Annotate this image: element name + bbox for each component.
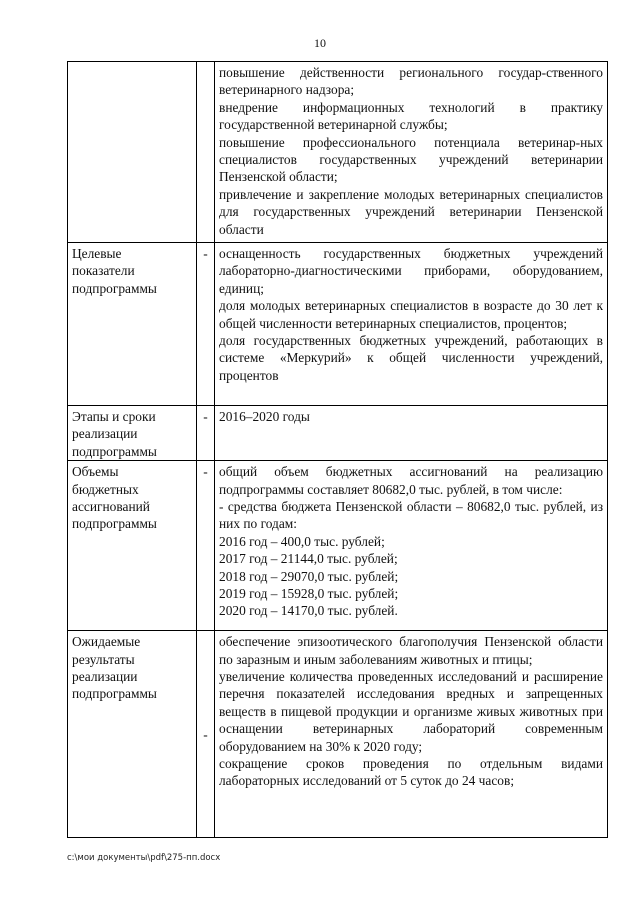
- table-body: [68, 62, 608, 838]
- row-dash-cell: [197, 62, 215, 243]
- table-row: [68, 631, 608, 838]
- row-paragraph: доля молодых ветеринарных специалистов в возрасте до 30 лет к общей численности ветеринарных специалистов, процентов;: [219, 298, 603, 331]
- row-paragraph: 2017 год – 21144,0 тыс. рублей;: [219, 551, 398, 567]
- row-label-line: реализации: [72, 426, 138, 442]
- row-paragraph: повышение профессионального потенциала ветеринар-ных специалистов государственных учреждений ветеринарии Пензенской области;: [219, 134, 603, 185]
- row-label-cell: [68, 631, 197, 838]
- dash-separator: -: [203, 409, 208, 424]
- row-dash-cell: [197, 406, 215, 461]
- row-paragraph: привлечение и закрепление молодых ветеринарных специалистов для государственных учреждений ветеринарии Пензенской области: [219, 186, 603, 237]
- row-dash-cell: [197, 631, 215, 838]
- table-row: [68, 461, 608, 631]
- row-paragraph: 2020 год – 14170,0 тыс. рублей.: [219, 603, 398, 619]
- row-label-line: подпрограммы: [72, 686, 157, 702]
- row-label-cell: [68, 406, 197, 461]
- row-dash-cell: [197, 243, 215, 406]
- row-paragraph: 2018 год – 29070,0 тыс. рублей;: [219, 568, 399, 584]
- file-path-footer: c:\мои документы\pdf\275-пп.docx: [67, 853, 221, 863]
- row-content-cell: [215, 406, 608, 461]
- dash-separator: -: [203, 464, 208, 480]
- row-paragraph: - средства бюджета Пензенской области – 80682,0 тыс. рублей, из них по годам:: [219, 499, 603, 532]
- row-dash-cell: [197, 461, 215, 631]
- page-number: 10: [314, 36, 326, 50]
- row-paragraph: внедрение информационных технологий в практику государственной ветеринарной службы;: [219, 99, 603, 133]
- row-label-line: реализации: [72, 669, 138, 685]
- row-label-line: результаты: [72, 651, 135, 667]
- row-label-cell: [68, 243, 197, 406]
- row-label-cell: [68, 461, 197, 631]
- row-paragraph: общий объем бюджетных ассигнований на реализацию подпрограммы составляет 80682,0 тыс. рублей, в том числе:: [219, 464, 603, 497]
- row-label-line: Ожидаемые: [72, 634, 141, 650]
- row-label-cell: [68, 62, 197, 243]
- row-label-line: бюджетных: [72, 481, 139, 497]
- row-paragraph: 2016 год – 400,0 тыс. рублей;: [219, 533, 385, 549]
- row-label-line: подпрограммы: [72, 443, 157, 459]
- table-row: [68, 243, 608, 406]
- row-label-line: подпрограммы: [72, 516, 157, 532]
- row-content-cell: [215, 62, 608, 243]
- subprogram-passport-table: [67, 61, 608, 838]
- row-label-line: Объемы: [72, 464, 119, 480]
- row-paragraph: сокращение сроков проведения по отдельным видами лабораторных исследований от 5 суток до 24 часов;: [219, 756, 603, 789]
- table-row: [68, 406, 608, 461]
- row-paragraph: увеличение количества проведенных исследований и расширение перечня показателей исследования вредных и запрещенных веществ в пищевой продукции и организме живых животных при оснащении ветеринарных лабораторий современным оборудованием на 30% к 2020 году;: [219, 669, 603, 754]
- table-row: [68, 62, 608, 243]
- dash-separator: -: [203, 726, 208, 742]
- row-paragraph: обеспечение эпизоотического благополучия Пензенской области по заразным и иным заболеваниям животных и птицы;: [219, 634, 603, 667]
- row-content-cell: [215, 243, 608, 406]
- dash-separator: -: [203, 246, 208, 261]
- row-content-cell: [215, 631, 608, 838]
- row-label-line: Этапы и сроки: [72, 409, 156, 424]
- row-label-line: подпрограммы: [72, 280, 157, 296]
- row-label-line: показатели: [72, 263, 135, 279]
- row-paragraph: повышение действенности регионального государ-ственного ветеринарного надзора;: [219, 65, 603, 98]
- row-paragraph: доля государственных бюджетных учреждений, работающих в системе «Меркурий» к общей численности учреждений, процентов: [219, 333, 603, 383]
- row-paragraph: оснащенность государственных бюджетных учреждений лабораторно-диагностическими приборами, оборудованием, единиц;: [219, 246, 603, 296]
- row-paragraph: 2016–2020 годы: [219, 409, 310, 424]
- row-label-line: ассигнований: [72, 499, 150, 515]
- row-label-line: Целевые: [72, 246, 122, 261]
- row-paragraph: 2019 год – 15928,0 тыс. рублей;: [219, 586, 399, 602]
- row-content-cell: [215, 461, 608, 631]
